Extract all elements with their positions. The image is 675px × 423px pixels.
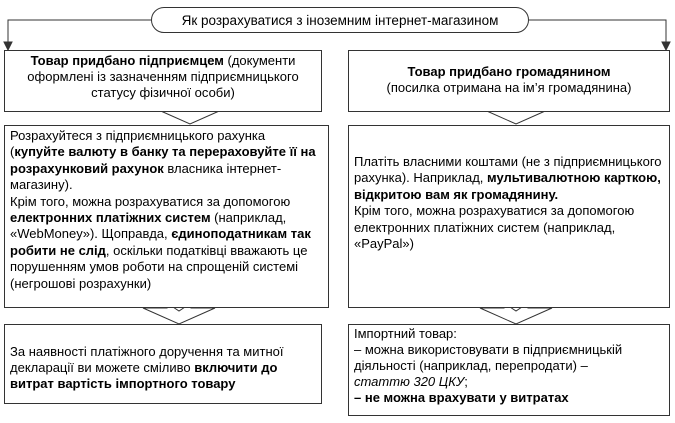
right-header-bold: Товар придбано громадянином [407, 64, 611, 79]
left-header-rest: (документи оформлені із зазначенням підприємницького статусу фізичної особи) [27, 53, 299, 100]
left-payment-box [4, 125, 329, 308]
right-pay-text-3: Крім того, можна розрахуватися за допомогою електронних платіжних систем (наприклад, «PayPal») [354, 203, 635, 252]
right-result-text-4: ; [464, 374, 468, 389]
title-to-right-arrowhead [662, 42, 670, 50]
left-result-text-2: включити до витрат вартість імпортного товару [10, 360, 278, 391]
right-header-box [348, 50, 670, 112]
left-pay-text-4: Крім того, можна розрахуватися за допомогою [10, 193, 291, 209]
left-pay-text-2: купуйте валюту в банку та перераховуйте її на розрахунковий рахунок [10, 144, 316, 176]
right-header-rest: (посилка отримана на ім’я громадянина) [386, 80, 632, 95]
left-pay-text-5: електронних платіжних систем [10, 210, 211, 226]
title-to-left-arrowhead [4, 42, 12, 50]
right-pay-text-1: Платіть власними коштами (не з підприємницького рахунка). Наприклад, [354, 154, 662, 186]
right-result-text-1: Імпортний товар: [354, 326, 457, 341]
diagram-title: Як розрахуватися з іноземним інтернет-магазином [151, 7, 529, 33]
left-pay-text-8: , оскільки податківці вважають це порушенням умов роботи на спрощеній системі (негрошові розрахунки) [10, 242, 308, 291]
title-to-left-connector [8, 20, 151, 46]
left-result-text-1: За наявності платіжного доручення та митної декларації ви можете сміливо [10, 344, 284, 375]
right-pay-text-2: мультивалютною карткою, відкритою вам як громадянину. [354, 170, 661, 202]
right-payment-box [348, 125, 670, 308]
title-to-right-connector [529, 20, 666, 46]
left-header-bold: Товар придбано підприємцем [30, 53, 224, 68]
right-result-text-3: статтю 320 ЦКУ [354, 374, 465, 389]
left-pay-text-3: власника інтернет-магазину). [10, 160, 282, 193]
right-result-box [348, 324, 670, 416]
left-pay-text-1: Розрахуйтеся з підприємницького рахунка ( [10, 128, 266, 160]
left-pay-text-7: єдиноподатникам так робити не слід [10, 226, 311, 258]
left-pay-text-6: (наприклад, «WebMoney»). Щоправда, [10, 210, 287, 242]
right-result-text-2: – можна використовувати в підприємницькій діяльності (наприклад, перепродати) – [354, 342, 623, 373]
left-result-box [4, 324, 322, 404]
right-result-text-5: – не можна врахувати у витратах [354, 390, 569, 405]
left-header-box [4, 50, 322, 112]
